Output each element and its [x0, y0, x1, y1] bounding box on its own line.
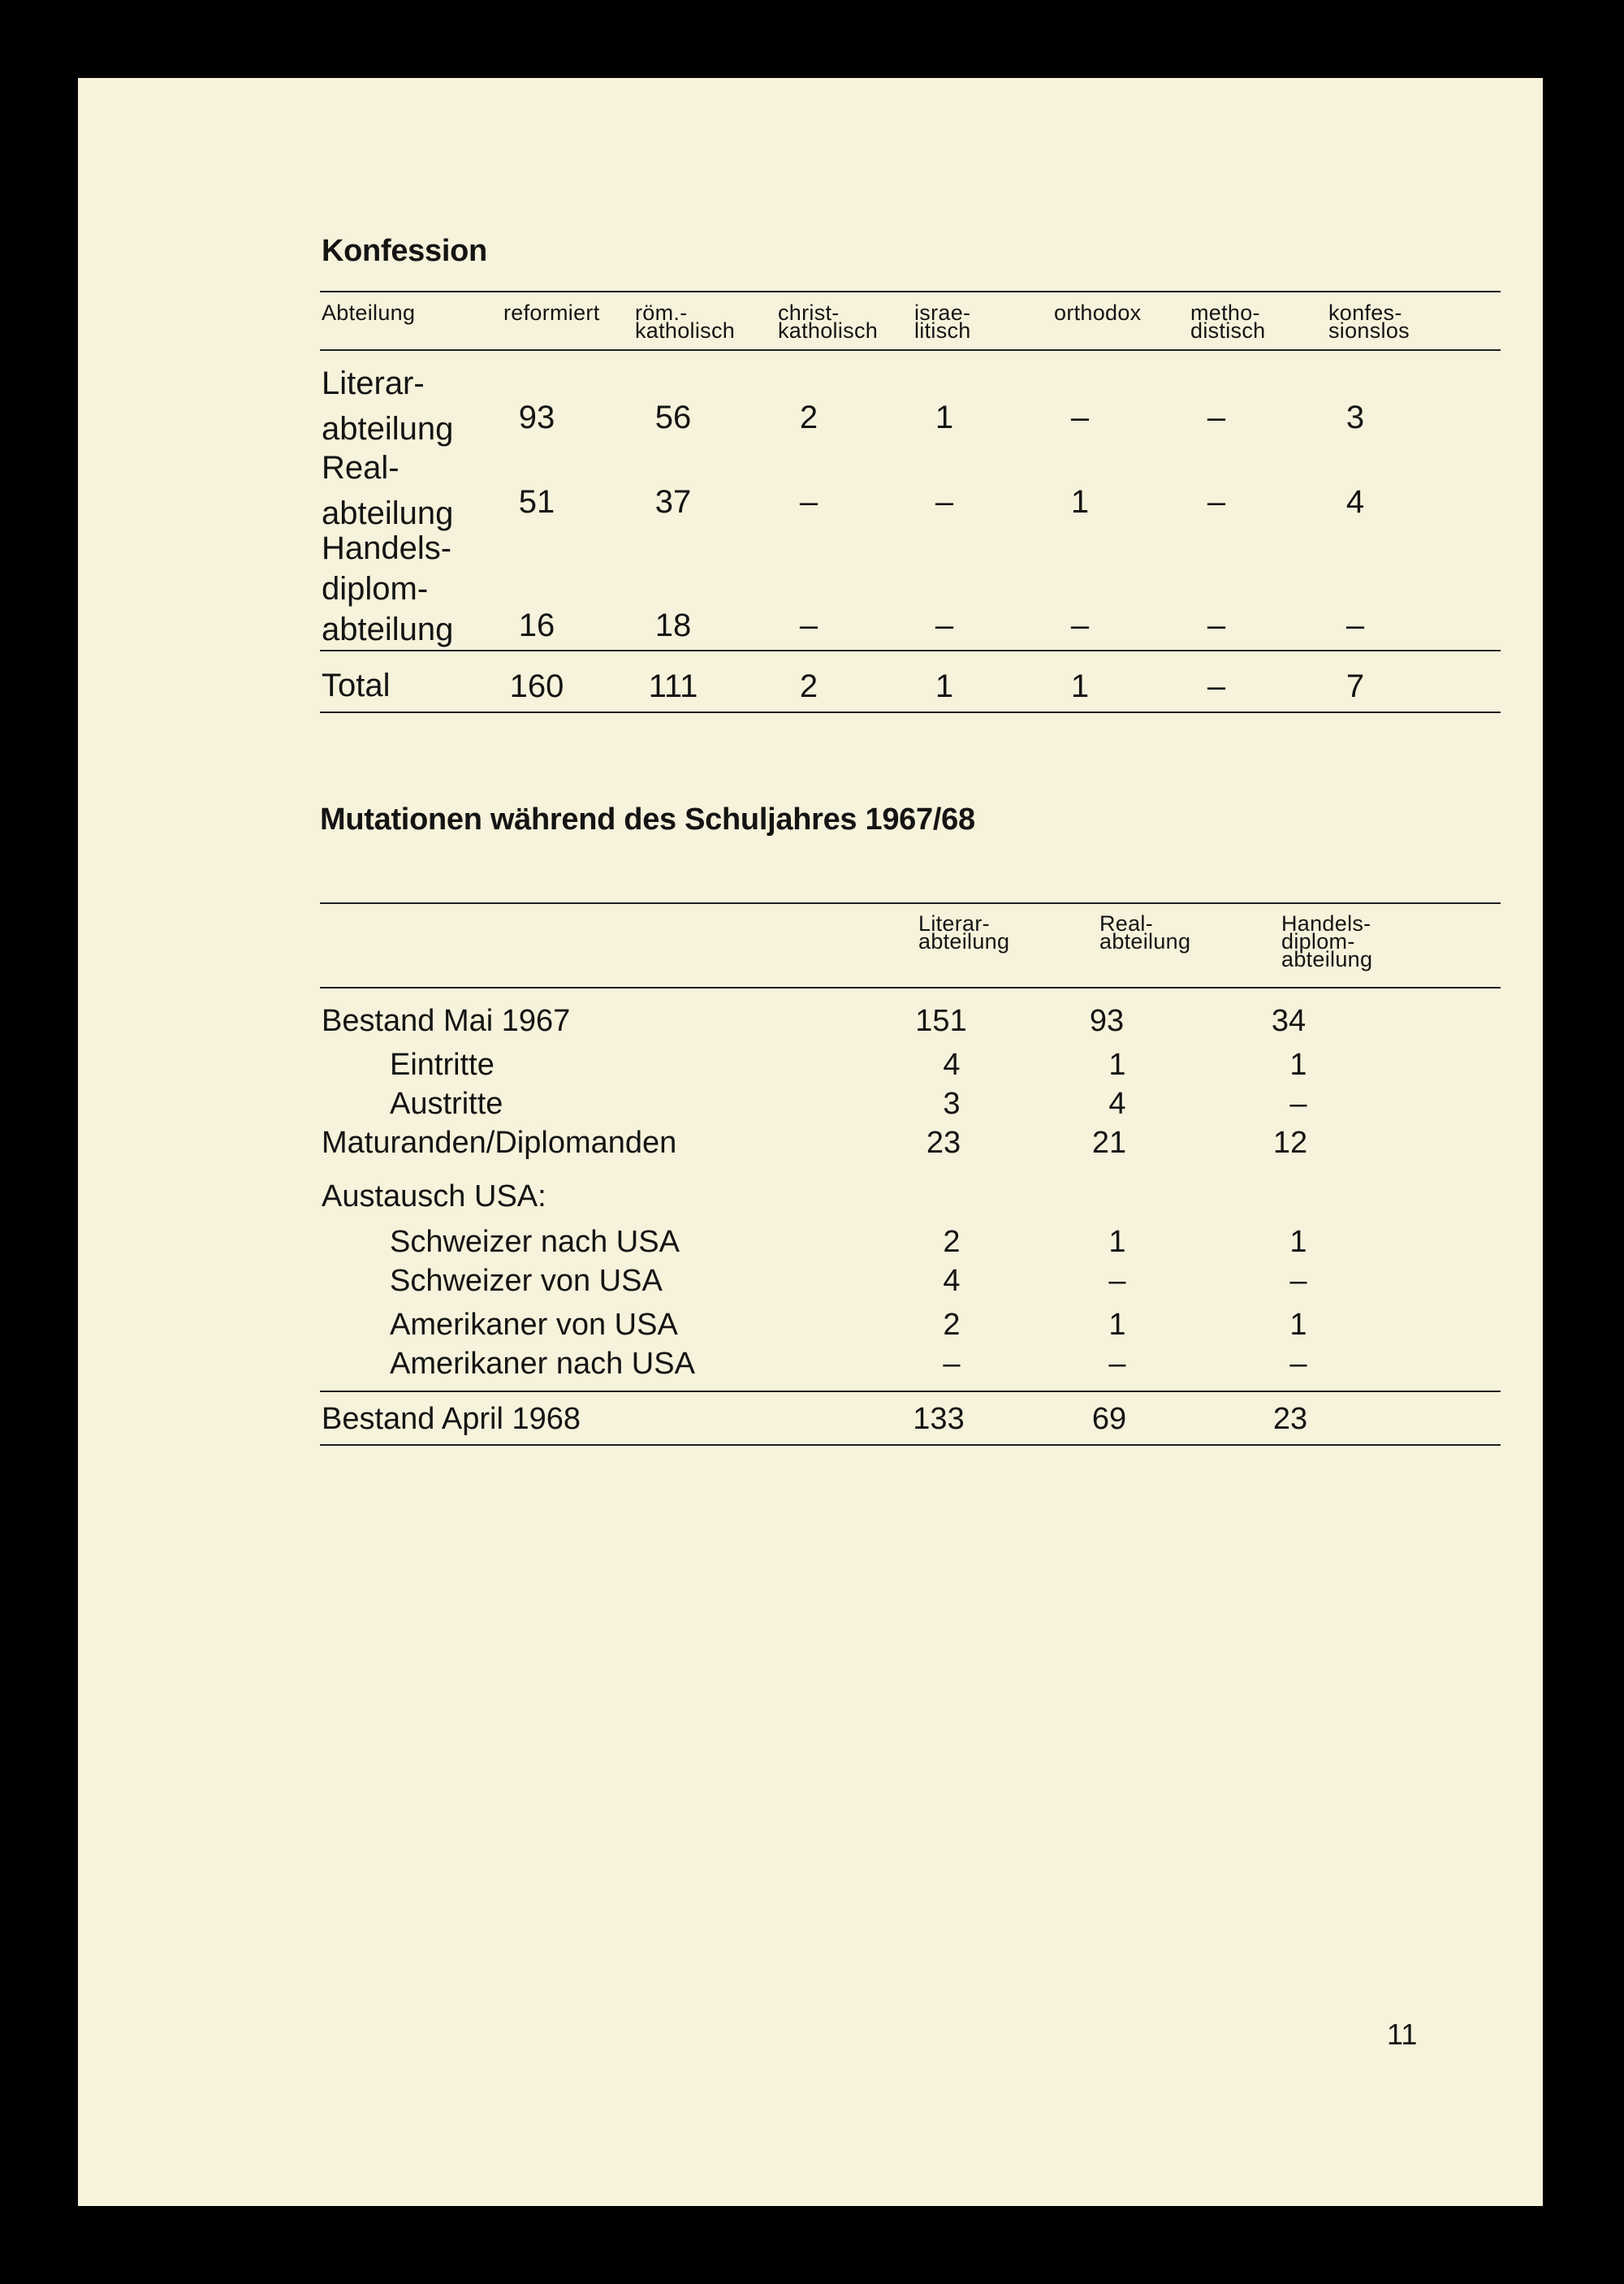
cell: 1 — [1070, 484, 1090, 520]
konfession-heading: Konfession — [322, 234, 487, 268]
cell: 1 — [935, 400, 954, 435]
row-label: Bestand Mai 1967 — [322, 1004, 571, 1038]
total-cell: 7 — [1345, 668, 1365, 704]
cell: – — [1289, 1087, 1307, 1121]
cell: 18 — [654, 608, 692, 643]
row-label: Amerikaner nach USA — [390, 1347, 695, 1381]
row-label-literar: Literar- abteilung — [322, 366, 454, 447]
row-label: Austausch USA: — [322, 1179, 546, 1213]
cell: 56 — [654, 400, 692, 435]
cell: 93 — [518, 400, 555, 435]
header-roem-katholisch: röm.- katholisch — [635, 301, 736, 343]
row-label: Schweizer von USA — [390, 1264, 663, 1298]
total-cell: 111 — [648, 668, 698, 704]
rule-top-2 — [320, 902, 1501, 904]
header-methodistisch: metho- distisch — [1190, 301, 1266, 343]
header-konfessionslos: konfes- sionslos — [1328, 301, 1410, 343]
cell: 3 — [1345, 400, 1365, 435]
rule-header — [320, 349, 1501, 351]
cell: 1 — [1108, 1308, 1126, 1342]
header-orthodox: orthodox — [1054, 301, 1142, 325]
total-cell: 133 — [913, 1402, 965, 1436]
total-cell: 1 — [1070, 668, 1090, 704]
cell: 4 — [1108, 1087, 1126, 1121]
cell: – — [1070, 400, 1090, 435]
rule-total — [320, 650, 1501, 651]
cell: 4 — [943, 1048, 961, 1082]
rule-total-2 — [320, 1391, 1501, 1392]
rule-header-2 — [320, 987, 1501, 988]
header-reformiert: reformiert — [503, 301, 600, 325]
cell: 21 — [1091, 1126, 1127, 1160]
header-handelsdiplom: Handels- diplom- abteilung — [1281, 911, 1373, 971]
cell: – — [1207, 608, 1226, 643]
cell: 151 — [915, 1004, 967, 1038]
total-cell: 23 — [1272, 1402, 1308, 1436]
row-label-handel: Handels- diplom- abteilung — [322, 530, 454, 647]
cell: 2 — [943, 1308, 961, 1342]
cell: 37 — [654, 484, 692, 520]
header-christ-katholisch: christ- katholisch — [778, 301, 879, 343]
document-page — [78, 78, 1543, 2206]
cell: 3 — [943, 1087, 961, 1121]
row-label: Amerikaner von USA — [390, 1308, 678, 1342]
cell: – — [1207, 400, 1226, 435]
rule-bottom — [320, 712, 1501, 713]
cell: – — [1289, 1347, 1307, 1381]
cell: 1 — [1289, 1225, 1307, 1259]
cell: – — [1207, 484, 1226, 520]
cell: 1 — [1289, 1308, 1307, 1342]
cell: – — [1070, 608, 1090, 643]
header-literar: Literar- abteilung — [918, 911, 1010, 954]
total-label: Bestand April 1968 — [322, 1402, 581, 1436]
cell: 4 — [943, 1264, 961, 1298]
header-abteilung: Abteilung — [322, 301, 416, 325]
cell: – — [1108, 1347, 1126, 1381]
total-cell: 2 — [799, 668, 818, 704]
cell: 2 — [943, 1225, 961, 1259]
cell: 1 — [1108, 1048, 1126, 1082]
cell: 34 — [1271, 1004, 1307, 1038]
cell: – — [943, 1347, 961, 1381]
cell: – — [1108, 1264, 1126, 1298]
total-cell: 69 — [1091, 1402, 1127, 1436]
total-cell: 1 — [935, 668, 954, 704]
cell: – — [799, 484, 818, 520]
cell: 2 — [799, 400, 818, 435]
cell: 4 — [1345, 484, 1365, 520]
cell: 51 — [518, 484, 555, 520]
row-label: Schweizer nach USA — [390, 1225, 680, 1259]
cell: – — [935, 608, 954, 643]
cell: 1 — [1108, 1225, 1126, 1259]
header-real: Real- abteilung — [1099, 911, 1191, 954]
row-label: Eintritte — [390, 1048, 495, 1082]
row-label: Austritte — [390, 1087, 503, 1121]
cell: 16 — [518, 608, 555, 643]
rule-bottom-2 — [320, 1444, 1501, 1446]
rule-top — [320, 291, 1501, 292]
cell: – — [935, 484, 954, 520]
row-label-real: Real- abteilung — [322, 450, 454, 531]
cell: – — [1289, 1264, 1307, 1298]
cell: – — [1345, 608, 1365, 643]
cell: 23 — [926, 1126, 961, 1160]
total-cell: 160 — [509, 668, 564, 704]
header-israelitisch: israe- litisch — [914, 301, 971, 343]
cell: 12 — [1272, 1126, 1308, 1160]
row-label: Maturanden/Diplomanden — [322, 1126, 677, 1160]
mutationen-heading: Mutationen während des Schuljahres 1967/68 — [320, 802, 975, 837]
cell: 1 — [1289, 1048, 1307, 1082]
cell: 93 — [1089, 1004, 1125, 1038]
total-cell: – — [1207, 668, 1226, 704]
page-number: 11 — [1387, 2018, 1418, 2051]
cell: – — [799, 608, 818, 643]
total-label: Total — [322, 668, 391, 703]
